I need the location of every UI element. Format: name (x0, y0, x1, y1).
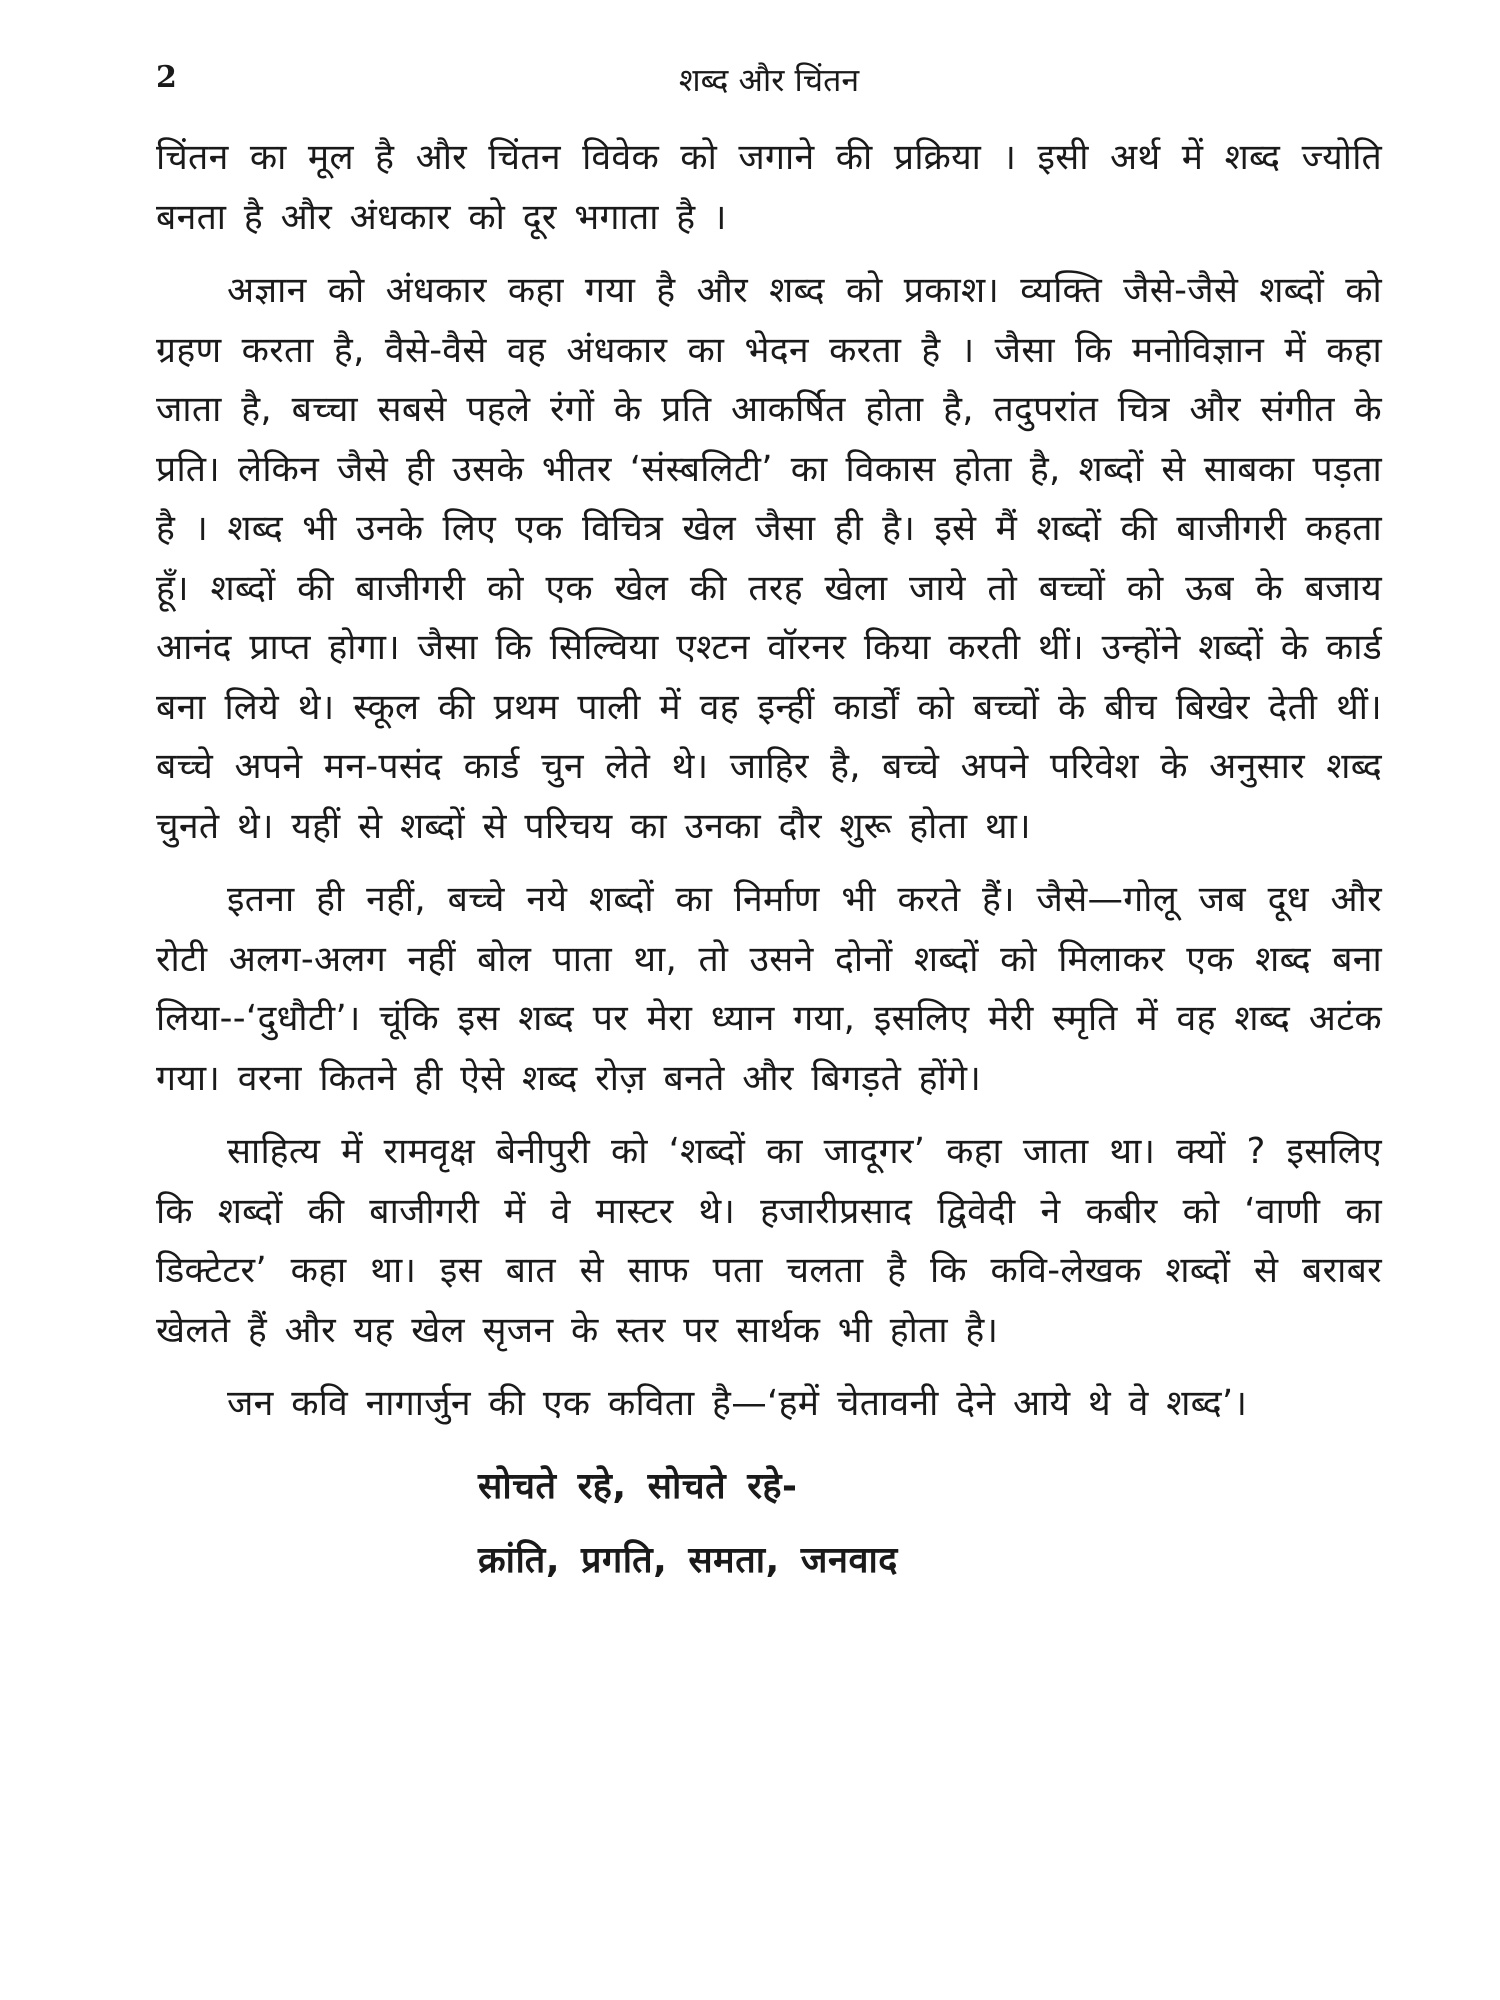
paragraph: इतना ही नहीं, बच्चे नये शब्दों का निर्माण भी करते हैं। जैसे—गोलू जब दूध और रोटी अलग-अलग नहीं बोल पाता था, तो उसने दोनों शब्दों को मिलाकर एक शब्द बना लिया--‘दुधौटी’। चूंकि इस शब्द पर मेरा ध्यान गया, इसलिए मेरी स्मृति में वह शब्द अटंक गया। वरना कितने ही ऐसे शब्द रोज़ बनते और बिगड़ते होंगे। (156, 879, 1382, 1099)
page-number: 2 (156, 60, 177, 95)
verse-line: क्रांति, प्रगति, समता, जनवाद (478, 1539, 898, 1581)
verse-line: सोचते रहे, सोचते रहे- (478, 1465, 798, 1507)
poem-excerpt (156, 1450, 1382, 1598)
running-head (156, 58, 1382, 128)
paragraph: जन कवि नागार्जुन की एक कविता है—‘हमें चेतावनी देने आये थे वे शब्द’। (227, 1383, 1248, 1424)
paragraph: चिंतन का मूल है और चिंतन विवेक को जगाने की प्रक्रिया । इसी अर्थ में शब्द ज्योति बनता है और अंधकार को दूर भगाता है । (156, 137, 1382, 238)
body-text (156, 128, 1382, 1434)
paragraph: अज्ञान को अंधकार कहा गया है और शब्द को प्रकाश। व्यक्ति जैसे-जैसे शब्दों को ग्रहण करता है, वैसे-वैसे वह अंधकार का भेदन करता है । जैसा कि मनोविज्ञान में कहा जाता है, बच्चा सबसे पहले रंगों के प्रति आकर्षित होता है, तदुपरांत चित्र और संगीत के प्रति। लेकिन जैसे ही उसके भीतर ‘संस्बलिटी’ का विकास होता है, शब्दों से साबका पड़ता है । शब्द भी उनके लिए एक विचित्र खेल जैसा ही है। इसे मैं शब्दों की बाजीगरी कहता हूँ। शब्दों की बाजीगरी को एक खेल की तरह खेला जाये तो बच्चों को ऊब के बजाय आनंद प्राप्त होगा। जैसा कि सिल्विया एश्टन वॉरनर किया करती थीं। उन्होंने शब्दों के कार्ड बना लिये थे। स्कूल की प्रथम पाली में वह इन्हीं कार्डों को बच्चों के बीच बिखेर देती थीं। बच्चे अपने मन-पसंद कार्ड चुन लेते थे। जाहिर है, बच्चे अपने परिवेश के अनुसार शब्द चुनते थे। यहीं से शब्दों से परिचय का उनका दौर शुरू होता था। (156, 270, 1382, 847)
paragraph: साहित्य में रामवृक्ष बेनीपुरी को ‘शब्दों का जादूगर’ कहा जाता था। क्यों ? इसलिए कि शब्दों की बाजीगरी में वे मास्टर थे। हजारीप्रसाद द्विवेदी ने कबीर को ‘वाणी का डिक्टेटर’ कहा था। इस बात से साफ पता चलता है कि कवि-लेखक शब्दों से बराबर खेलते हैं और यह खेल सृजन के स्तर पर सार्थक भी होता है। (156, 1131, 1382, 1351)
book-title: शब्द और चिंतन (678, 61, 860, 99)
